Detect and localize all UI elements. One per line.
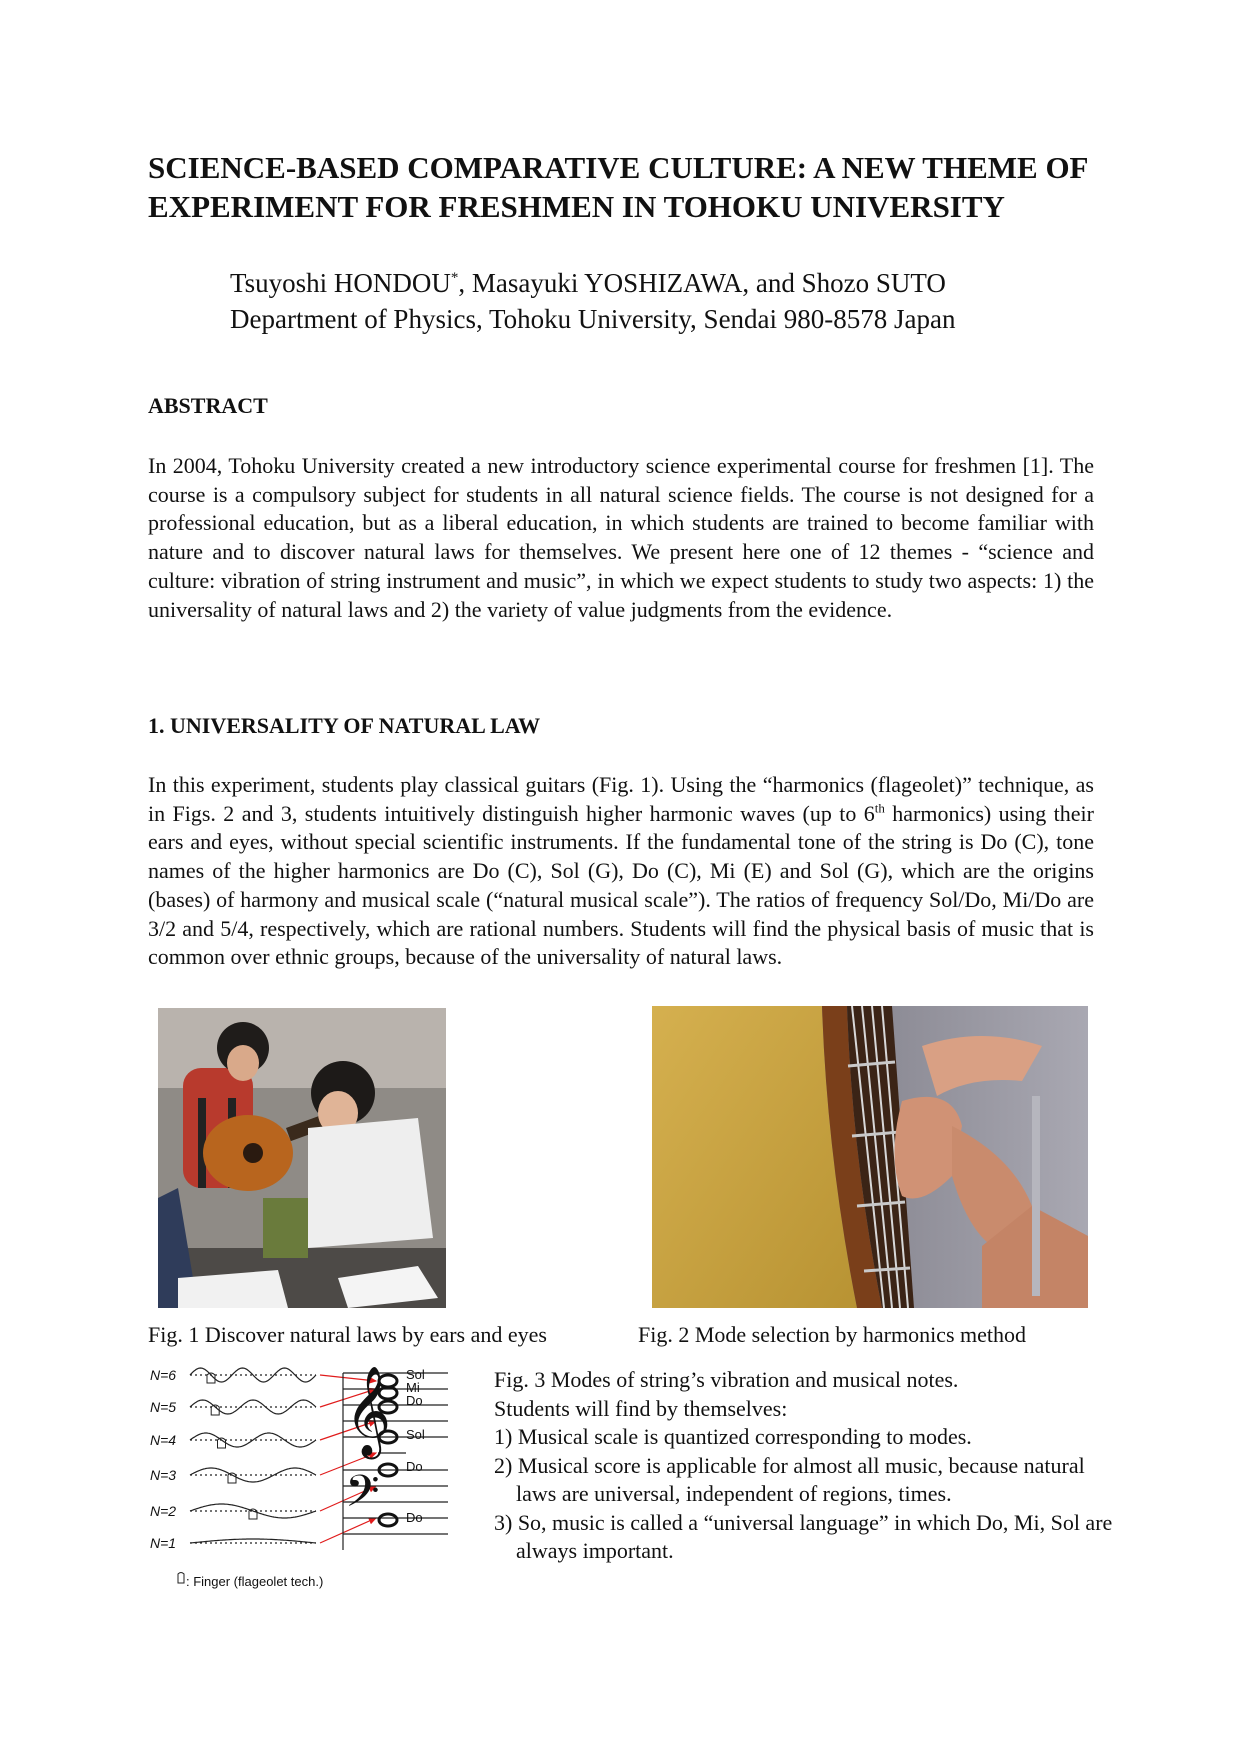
abstract-heading: ABSTRACT xyxy=(148,393,268,418)
mode-wave xyxy=(190,1468,316,1482)
note-label: Do xyxy=(406,1459,423,1474)
author-names: Tsuyoshi HONDOU*, Masayuki YOSHIZAWA, and Shozo SUTO xyxy=(230,268,946,298)
mode-label: N=5 xyxy=(150,1399,177,1415)
fig3-diagram xyxy=(148,1355,488,1600)
mode-label: N=6 xyxy=(150,1367,177,1383)
note-head xyxy=(379,1514,397,1526)
note-label: Sol xyxy=(406,1367,425,1382)
treble-clef-icon: 𝄞 xyxy=(345,1366,392,1456)
mode-wave xyxy=(190,1539,316,1543)
affiliation: Department of Physics, Tohoku University, Sendai 980-8578 Japan xyxy=(230,304,956,334)
fig3-point: 3) So, music is called a “universal language” in which Do, Mi, Sol are always important. xyxy=(494,1509,1113,1563)
fig2-photo xyxy=(652,1006,1088,1308)
note-label: Mi xyxy=(406,1380,420,1395)
mode-label: N=2 xyxy=(150,1503,177,1519)
fig1-photo xyxy=(158,1008,446,1308)
finger-legend xyxy=(178,1573,323,1590)
author-block xyxy=(230,260,1130,337)
abstract-text: In 2004, Tohoku University created a new introductory science experimental course for freshmen [1]. The course is a compulsory subject for students in all natural science fields. The course is not designed for a professional education, but as a liberal education, in which students are trained to become familiar with nature and to discover natural laws for themselves. We present here one of 12 themes - “science and culture: vibration of string instrument and music”, in which we expect students to study two aspects: 1) the universality of natural laws and 2) the variety of value judgments from the evidence. xyxy=(148,453,1094,622)
fig3-caption-title: Fig. 3 Modes of string’s vibration and musical notes. xyxy=(494,1367,959,1392)
mode-wave xyxy=(190,1433,316,1447)
bass-clef-icon: 𝄢 xyxy=(345,1465,380,1528)
mode-wave xyxy=(190,1504,316,1518)
fig3-point: 1) Musical scale is quantized corresponding to modes. xyxy=(494,1424,972,1449)
note-label: Do xyxy=(406,1393,423,1408)
mode-label: N=4 xyxy=(150,1432,177,1448)
section-1-heading: 1. UNIVERSALITY OF NATURAL LAW xyxy=(148,713,541,738)
mode-label: N=3 xyxy=(150,1467,177,1483)
fig2-caption: Fig. 2 Mode selection by harmonics method xyxy=(638,1322,1026,1347)
note-label: Sol xyxy=(406,1427,425,1442)
fig3-caption xyxy=(494,1366,1114,1566)
fig3-caption-intro: Students will find by themselves: xyxy=(494,1395,788,1421)
fig3-point: 2) Musical score is applicable for almost all music, because natural laws are universal, independent of regions, times. xyxy=(494,1452,1085,1506)
paper-title: SCIENCE-BASED COMPARATIVE CULTURE: A NEW THEME OF EXPERIMENT FOR FRESHMEN IN TOHOKU UNIVERSITY xyxy=(148,150,1088,224)
mode-label: N=1 xyxy=(150,1535,177,1551)
section-1-text: In this experiment, students play classical guitars (Fig. 1). Using the “harmonics (flageolet)” technique, as in Figs. 2 and 3, students intuitively distinguish higher harmonic waves (up to 6th harmonics) using their ears and eyes, without special scientific instruments. If the fundamental tone of the string is Do (C), tone names of the higher harmonics are Do (C), Sol (G), Do (C), Mi (E) and Sol (G), which are the origins (bases) of harmony and musical scale (“natural musical scale”). The ratios of frequency Sol/Do, Mi/Do are 3/2 and 5/4, respectively, which are rational numbers. Students will find the physical basis of music that is common over ethnic groups, because of the universality of natural laws. xyxy=(148,772,1094,970)
note-label: Do xyxy=(406,1510,423,1525)
svg-text:: Finger (flageolet tech.): : Finger (flageolet tech.) xyxy=(186,1574,324,1589)
mode-wave xyxy=(190,1368,316,1382)
mode-wave xyxy=(190,1400,316,1414)
fig1-caption: Fig. 1 Discover natural laws by ears and eyes xyxy=(148,1322,547,1347)
